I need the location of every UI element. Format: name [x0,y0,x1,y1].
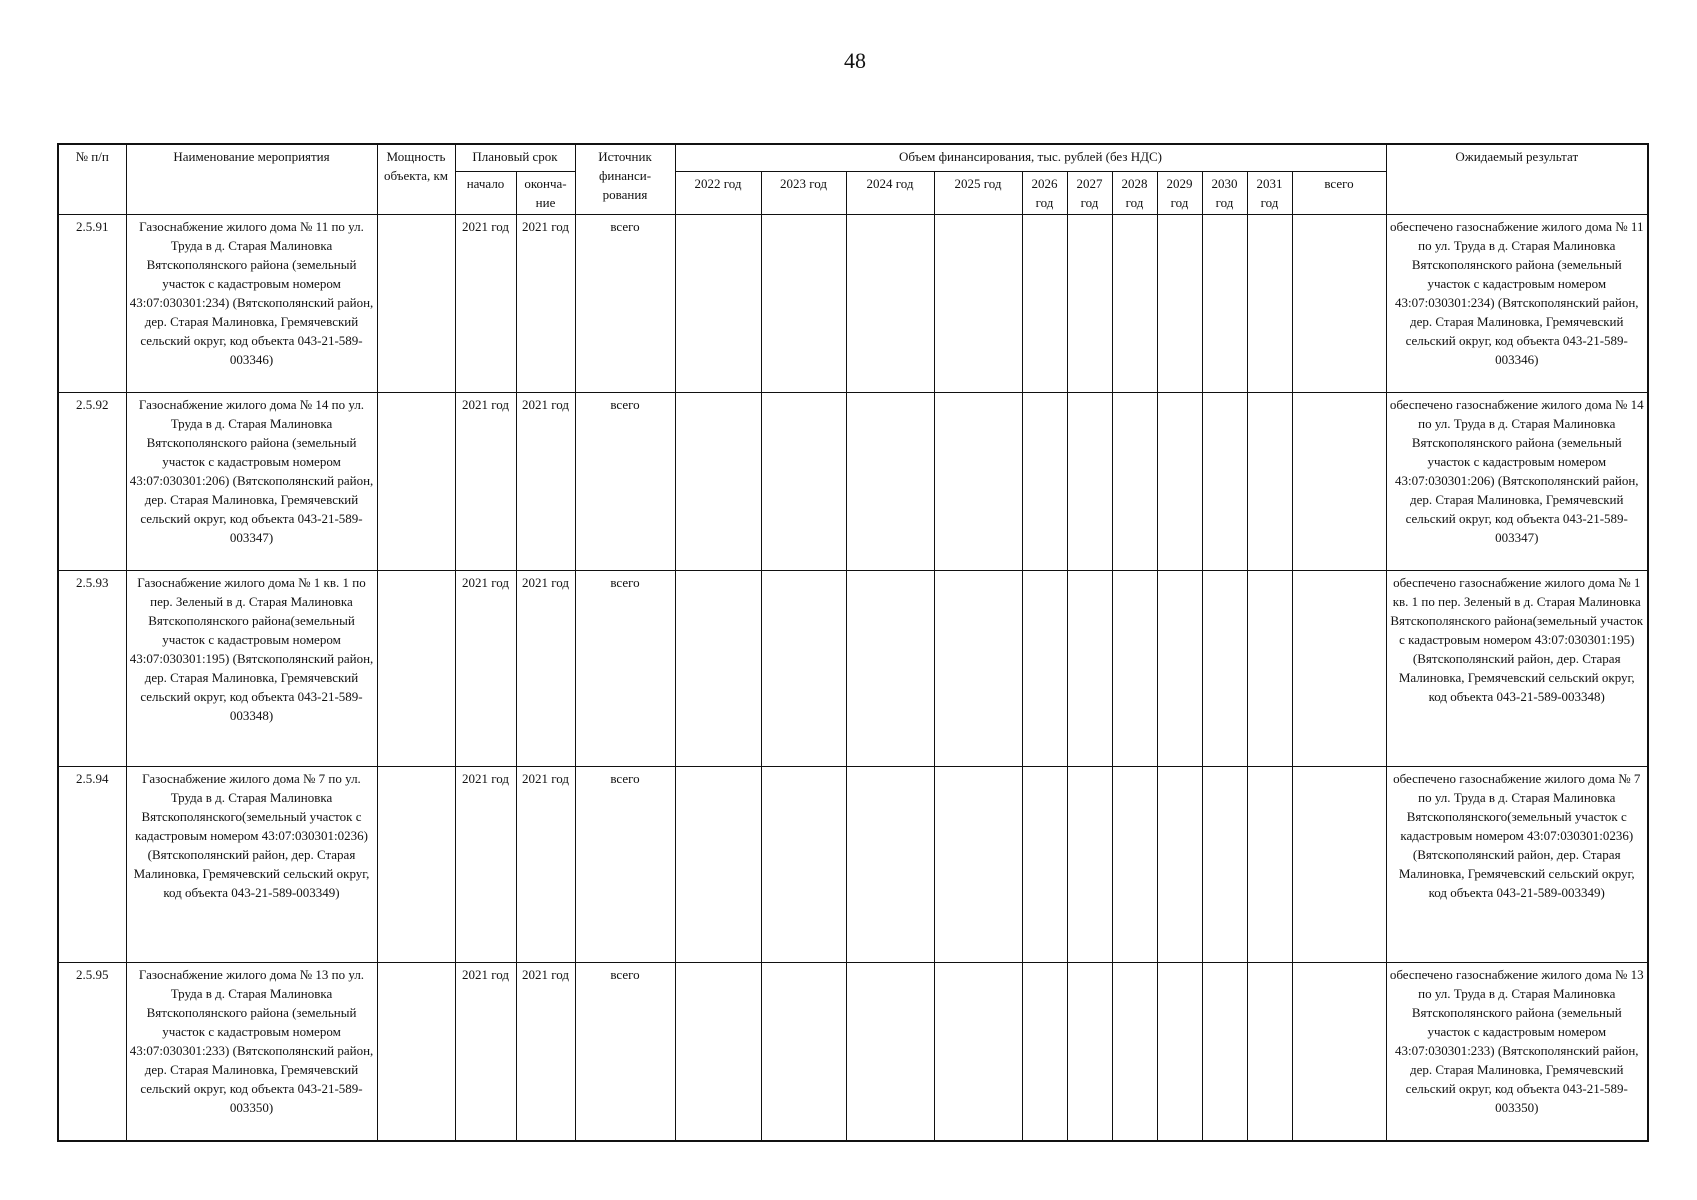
row-start: 2021 год [455,963,516,1142]
page-number: 48 [844,48,866,73]
row-source: всего [575,393,675,571]
header-row-1 [58,144,1648,172]
header-year: 2027 год [1067,172,1112,215]
row-financing-cell [1202,963,1247,1142]
row-financing-cell [1292,571,1386,767]
row-financing-cell [1292,393,1386,571]
row-financing-cell [1022,571,1067,767]
row-financing-cell [1022,393,1067,571]
row-financing-cell [675,963,761,1142]
row-num: 2.5.94 [58,767,126,963]
row-financing-cell [675,571,761,767]
row-financing-cell [1067,767,1112,963]
row-financing-cell [846,767,934,963]
row-financing-cell [934,393,1022,571]
row-financing-cell [1292,215,1386,393]
row-source: всего [575,571,675,767]
header-capacity: Мощность объекта, км [377,144,455,215]
row-financing-cell [1247,767,1292,963]
row-financing-cell [1067,393,1112,571]
row-financing-cell [761,767,846,963]
row-result: обеспечено газоснабжение жилого дома № 13 по ул. Труда в д. Старая Малиновка Вятскополянского района (земельный участок с кадастровым номером 43:07:030301:233) (Вятскополянский район, дер. Старая Малиновка, Гремячевский сельский округ, код объекта 043-21-589-003350) [1386,963,1648,1142]
header-name: Наименование мероприятия [126,144,377,215]
row-financing-cell [1022,767,1067,963]
row-financing-cell [1292,963,1386,1142]
header-year: 2028 год [1112,172,1157,215]
row-end: 2021 год [516,215,575,393]
row-financing-cell [675,767,761,963]
row-financing-cell [761,393,846,571]
row-financing-cell [1157,767,1202,963]
header-year: 2031 год [1247,172,1292,215]
row-financing-cell [934,963,1022,1142]
row-num: 2.5.95 [58,963,126,1142]
row-financing-cell [1067,963,1112,1142]
row-name: Газоснабжение жилого дома № 14 по ул. Труда в д. Старая Малиновка Вятскополянского района (земельный участок с кадастровым номером 43:07:030301:206) (Вятскополянский район, дер. Старая Малиновка, Гремячевский сельский округ, код объекта 043-21-589-003347) [126,393,377,571]
row-financing-cell [1112,963,1157,1142]
row-capacity [377,571,455,767]
header-financing: Объем финансирования, тыс. рублей (без НДС) [675,144,1386,172]
row-start: 2021 год [455,215,516,393]
row-financing-cell [1112,767,1157,963]
row-financing-cell [1202,571,1247,767]
header-start: начало [455,172,516,215]
row-financing-cell [934,215,1022,393]
row-num: 2.5.91 [58,215,126,393]
row-num: 2.5.92 [58,393,126,571]
row-financing-cell [1202,767,1247,963]
row-capacity [377,963,455,1142]
header-source: Источник финанси-рования [575,144,675,215]
row-result: обеспечено газоснабжение жилого дома № 11 по ул. Труда в д. Старая Малиновка Вятскополянского района (земельный участок с кадастровым номером 43:07:030301:234) (Вятскополянский район, дер. Старая Малиновка, Гремячевский сельский округ, код объекта 043-21-589-003346) [1386,215,1648,393]
row-financing-cell [1067,571,1112,767]
header-year: 2026 год [1022,172,1067,215]
row-financing-cell [934,571,1022,767]
header-end: оконча-ние [516,172,575,215]
row-start: 2021 год [455,393,516,571]
row-financing-cell [1202,393,1247,571]
row-financing-cell [846,571,934,767]
row-financing-cell [846,393,934,571]
row-financing-cell [1157,215,1202,393]
header-result: Ожидаемый результат [1386,144,1648,215]
row-financing-cell [1247,963,1292,1142]
row-num: 2.5.93 [58,571,126,767]
header-year: 2024 год [846,172,934,215]
header-year: 2023 год [761,172,846,215]
header-year: 2030 год [1202,172,1247,215]
row-financing-cell [1247,215,1292,393]
row-financing-cell [846,963,934,1142]
row-capacity [377,393,455,571]
row-end: 2021 год [516,393,575,571]
row-result: обеспечено газоснабжение жилого дома № 14 по ул. Труда в д. Старая Малиновка Вятскополянского района (земельный участок с кадастровым номером 43:07:030301:206) (Вятскополянский район, дер. Старая Малиновка, Гремячевский сельский округ, код объекта 043-21-589-003347) [1386,393,1648,571]
row-financing-cell [675,393,761,571]
row-end: 2021 год [516,963,575,1142]
row-financing-cell [1112,215,1157,393]
header-planned-term: Плановый срок [455,144,575,172]
row-source: всего [575,215,675,393]
row-end: 2021 год [516,767,575,963]
table-row [58,767,1648,963]
row-financing-cell [1022,215,1067,393]
header-total: всего [1292,172,1386,215]
row-name: Газоснабжение жилого дома № 1 кв. 1 по пер. Зеленый в д. Старая Малиновка Вятскополянского района(земельный участок с кадастровым номером 43:07:030301:195) (Вятскополянский район, дер. Старая Малиновка, Гремячевский сельский округ, код объекта 043-21-589-003348) [126,571,377,767]
row-financing-cell [1247,393,1292,571]
row-financing-cell [1157,963,1202,1142]
row-financing-cell [1022,963,1067,1142]
row-financing-cell [761,571,846,767]
row-name: Газоснабжение жилого дома № 7 по ул. Труда в д. Старая Малиновка Вятскополянского(земельный участок с кадастровым номером 43:07:030301:0236) (Вятскополянский район, дер. Старая Малиновка, Гремячевский сельский округ, код объекта 043-21-589-003349) [126,767,377,963]
row-name: Газоснабжение жилого дома № 11 по ул. Труда в д. Старая Малиновка Вятскополянского района (земельный участок с кадастровым номером 43:07:030301:234) (Вятскополянский район, дер. Старая Малиновка, Гремячевский сельский округ, код объекта 043-21-589-003346) [126,215,377,393]
row-financing-cell [1112,393,1157,571]
row-result: обеспечено газоснабжение жилого дома № 1 кв. 1 по пер. Зеленый в д. Старая Малиновка Вятскополянского района(земельный участок с кадастровым номером 43:07:030301:195) (Вятскополянский район, дер. Старая Малиновка, Гремячевский сельский округ, код объекта 043-21-589-003348) [1386,571,1648,767]
row-financing-cell [1202,215,1247,393]
row-result: обеспечено газоснабжение жилого дома № 7 по ул. Труда в д. Старая Малиновка Вятскополянского(земельный участок с кадастровым номером 43:07:030301:0236) (Вятскополянский район, дер. Старая Малиновка, Гремячевский сельский округ, код объекта 043-21-589-003349) [1386,767,1648,963]
row-source: всего [575,963,675,1142]
row-financing-cell [1157,393,1202,571]
row-capacity [377,767,455,963]
header-year: 2025 год [934,172,1022,215]
row-financing-cell [761,215,846,393]
row-end: 2021 год [516,571,575,767]
header-num: № п/п [58,144,126,215]
row-financing-cell [675,215,761,393]
row-start: 2021 год [455,571,516,767]
row-financing-cell [1112,571,1157,767]
row-financing-cell [1067,215,1112,393]
table-row [58,571,1648,767]
table-row [58,215,1648,393]
row-capacity [377,215,455,393]
table-row [58,963,1648,1142]
row-financing-cell [1157,571,1202,767]
row-financing-cell [1292,767,1386,963]
table-row [58,393,1648,571]
header-year: 2029 год [1157,172,1202,215]
row-source: всего [575,767,675,963]
row-financing-cell [761,963,846,1142]
row-name: Газоснабжение жилого дома № 13 по ул. Труда в д. Старая Малиновка Вятскополянского района (земельный участок с кадастровым номером 43:07:030301:233) (Вятскополянский район, дер. Старая Малиновка, Гремячевский сельский округ, код объекта 043-21-589-003350) [126,963,377,1142]
row-financing-cell [846,215,934,393]
row-financing-cell [1247,571,1292,767]
row-start: 2021 год [455,767,516,963]
row-financing-cell [934,767,1022,963]
financing-table [57,143,1649,1142]
header-year: 2022 год [675,172,761,215]
